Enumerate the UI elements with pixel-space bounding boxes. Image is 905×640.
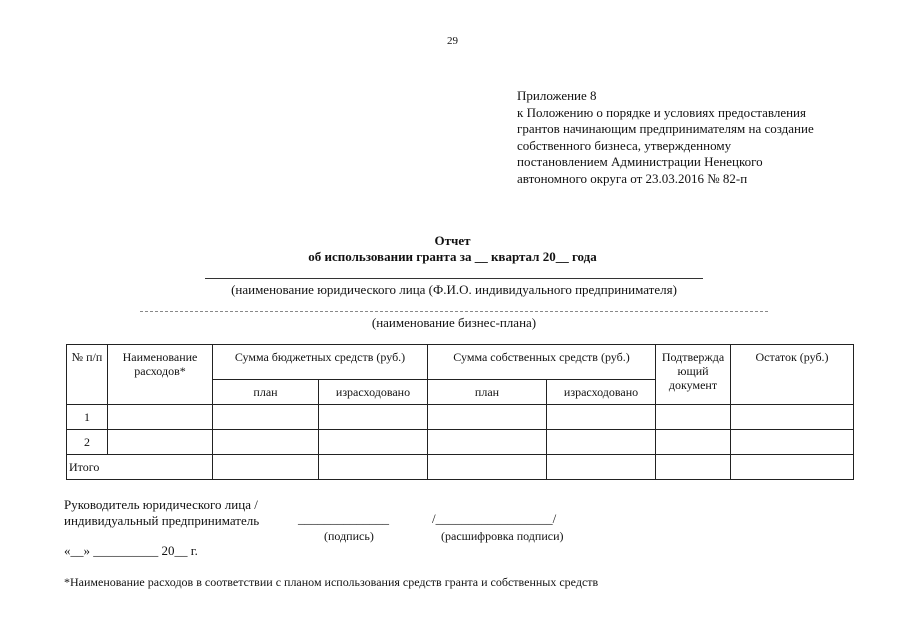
- header-num: № п/п: [67, 345, 108, 405]
- signature-caption: (подпись): [324, 529, 374, 543]
- appendix-line: грантов начинающим предпринимателям на создание: [517, 121, 814, 136]
- row-number: 2: [67, 430, 108, 455]
- table-cell: [547, 405, 656, 430]
- row-number: 1: [67, 405, 108, 430]
- header-expense-name: Наименование расходов*: [108, 345, 213, 405]
- table-cell: [731, 455, 854, 480]
- table-cell: [656, 455, 731, 480]
- table-cell: [213, 405, 319, 430]
- table-cell: [547, 430, 656, 455]
- header-budget-plan: план: [213, 380, 319, 405]
- header-own-funds: Сумма собственных средств (руб.): [428, 345, 656, 380]
- appendix-line: постановлением Администрации Ненецкого: [517, 154, 763, 169]
- table-row: [67, 430, 854, 455]
- table-cell: [428, 430, 547, 455]
- signer-position-line2: индивидуальный предприниматель: [64, 513, 260, 528]
- header-own-plan: план: [428, 380, 547, 405]
- table-row: [67, 405, 854, 430]
- report-table: [66, 344, 854, 480]
- table-cell: [731, 405, 854, 430]
- report-subtitle: об использовании гранта за __ квартал 20__ года: [308, 249, 597, 264]
- table-cell: [428, 405, 547, 430]
- date-line: «__» __________ 20__ г.: [64, 543, 198, 558]
- table-cell: [319, 455, 428, 480]
- table-cell: [428, 455, 547, 480]
- header-budget-spent: израсходовано: [319, 380, 428, 405]
- header-own-spent: израсходовано: [547, 380, 656, 405]
- entity-name-line: [205, 278, 703, 279]
- appendix-line: автономного округа от 23.03.2016 № 82-п: [517, 170, 748, 186]
- signature-decode-caption: (расшифровка подписи): [441, 529, 564, 543]
- table-cell: [656, 405, 731, 430]
- table-cell: [213, 455, 319, 480]
- entity-name-caption: (наименование юридического лица (Ф.И.О. индивидуального предпринимателя): [231, 282, 677, 297]
- total-row: [67, 455, 854, 480]
- signer-position-line1: Руководитель юридического лица /: [64, 497, 258, 512]
- page-number: 29: [447, 35, 458, 47]
- table-cell: [547, 455, 656, 480]
- table-cell: [656, 430, 731, 455]
- table-cell: [319, 430, 428, 455]
- business-plan-caption: (наименование бизнес-плана): [371, 315, 537, 330]
- appendix-block: [517, 88, 877, 187]
- table-cell: [213, 430, 319, 455]
- header-supporting-document: Подтвержда ющий документ: [656, 345, 731, 405]
- table-cell: [108, 430, 213, 455]
- table-cell: [319, 405, 428, 430]
- report-title: Отчет: [434, 233, 471, 248]
- header-budget-funds: Сумма бюджетных средств (руб.): [213, 345, 428, 380]
- footnote: *Наименование расходов в соответствии с планом использования средств гранта и собственных средств: [64, 575, 599, 589]
- table-cell: [108, 405, 213, 430]
- table-cell: [731, 430, 854, 455]
- header-balance: Остаток (руб.): [731, 345, 854, 405]
- signature-blank: ______________: [298, 511, 389, 526]
- signature-decode-blank: /__________________/: [432, 511, 557, 526]
- appendix-line: Приложение 8: [517, 88, 597, 103]
- total-label: Итого: [67, 455, 213, 480]
- appendix-line: собственного бизнеса, утвержденному: [517, 137, 732, 153]
- appendix-line: к Положению о порядке и условиях предоставления: [517, 104, 806, 120]
- business-plan-line: [140, 311, 768, 312]
